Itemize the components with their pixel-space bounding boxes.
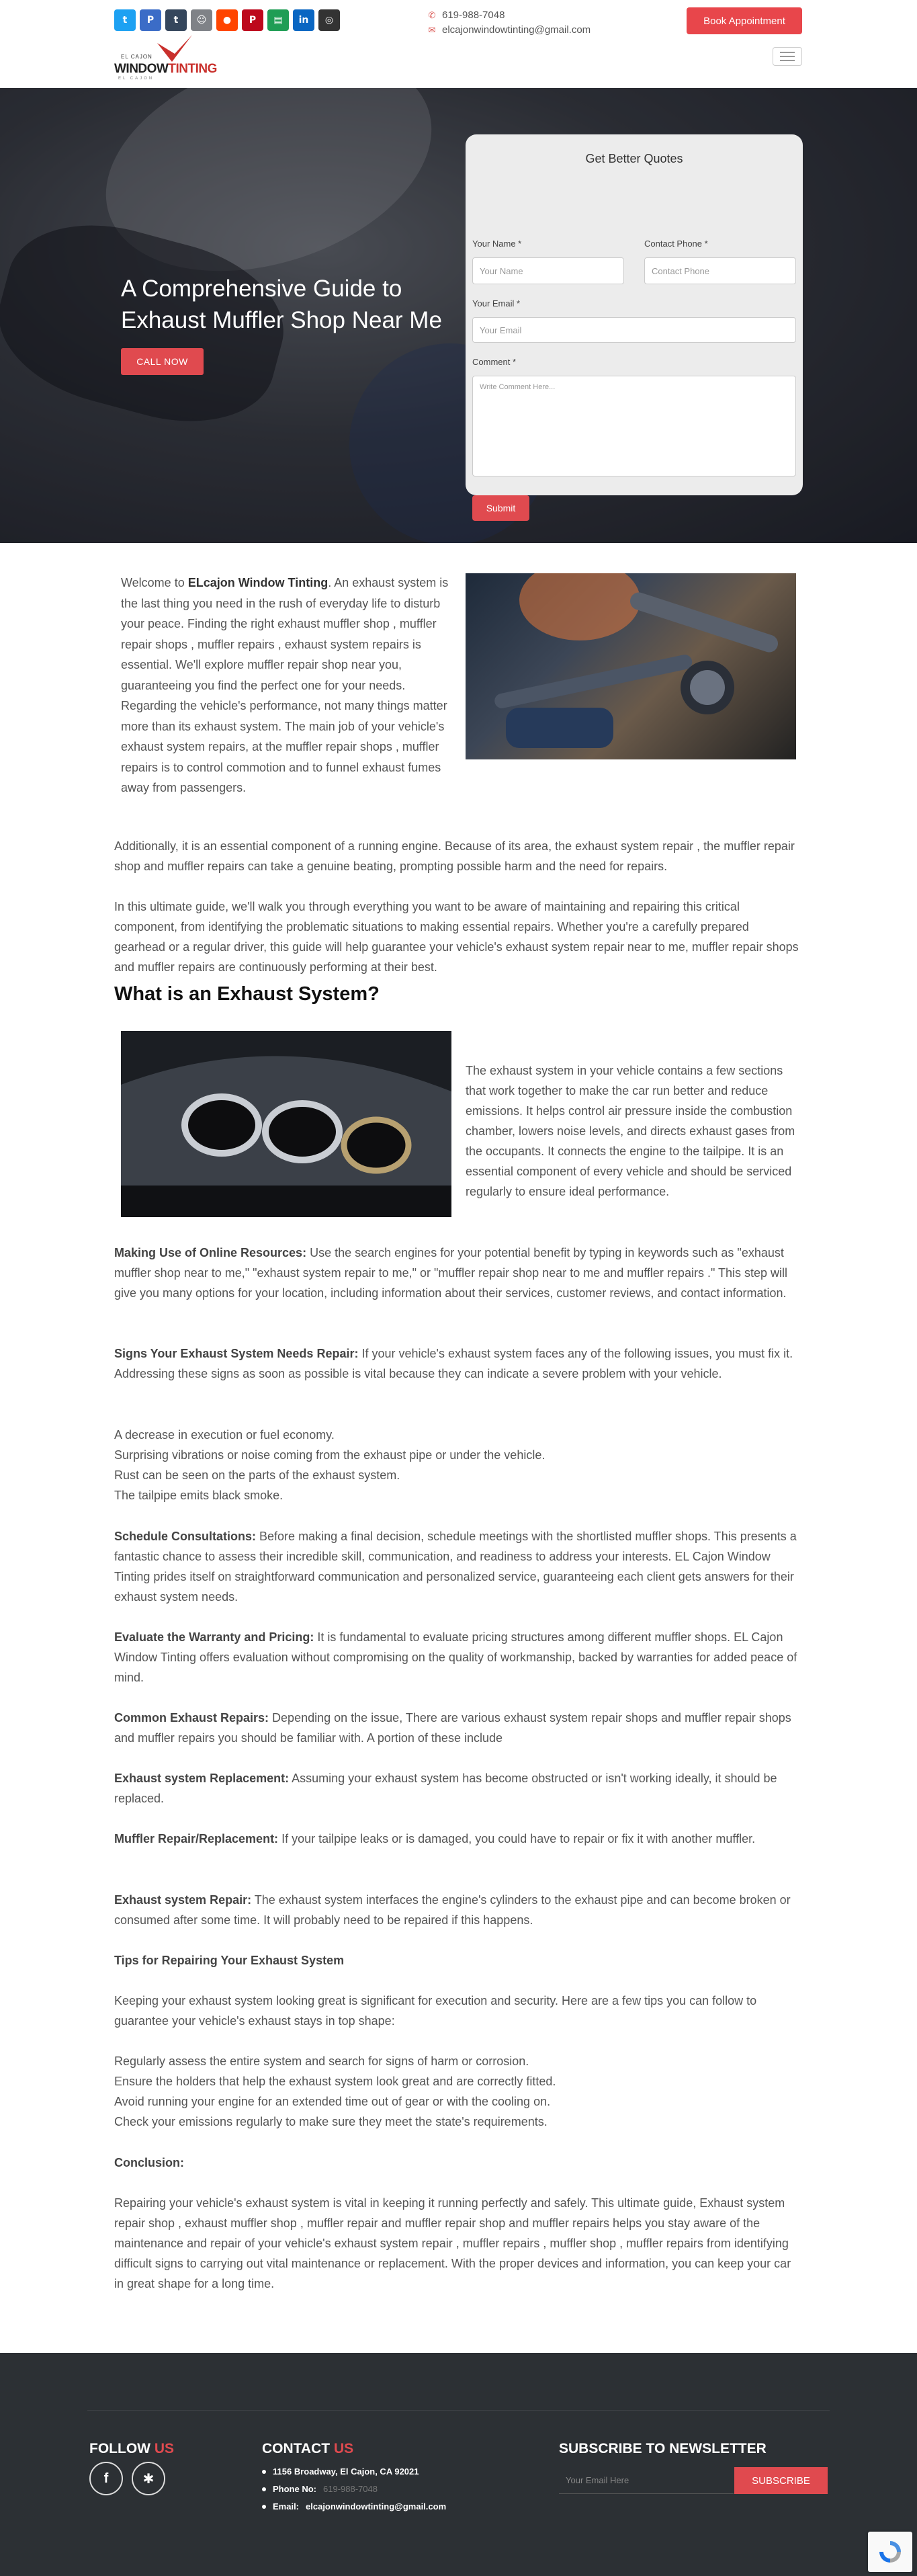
facebook-icon[interactable]: f: [89, 2462, 123, 2495]
pinterest-icon[interactable]: P: [140, 9, 161, 31]
exhaust-description: The exhaust system in your vehicle contains a few sections that work together to make the car run better and reduce emissions. It helps control air pressure inside the combustion chamber, lowers noise levels, and directs exhaust gases from the occupants. It connects the engine to the tailpipe. It is an essential component of every vehicle and should be serviced regularly to ensure ideal performance.: [466, 1064, 795, 1198]
hero-section: [0, 88, 917, 543]
site-footer: [0, 2353, 917, 2576]
hero-title: A Comprehensive Guide to Exhaust Muffler Shop Near Me: [121, 276, 442, 333]
tips-list: [114, 2051, 803, 2132]
list-item: Avoid running your engine for an extended time out of gear or with the cooling on.: [114, 2095, 551, 2108]
book-appointment-button[interactable]: Book Appointment: [687, 7, 802, 34]
list-item: Email: elcajonwindowtinting@gmail.com: [262, 2498, 446, 2516]
newsletter-email-input[interactable]: Your Email Here: [559, 2467, 734, 2494]
tips-heading: Tips for Repairing Your Exhaust System: [114, 1954, 345, 1967]
replacement-paragraph: Exhaust system Replacement: Assuming your exhaust system has become obstructed or isn't working ideally, it should be replaced.: [114, 1772, 777, 1805]
header-phone-link[interactable]: 619-988-7048: [442, 9, 505, 21]
tips-intro: Keeping your exhaust system looking great is significant for execution and security. Here are a few tips you can follow to guarantee your vehicle's exhaust stays in top shape:: [114, 1994, 757, 2028]
schedule-paragraph: Schedule Consultations: Before making a final decision, schedule meetings with the shortlisted muffler shops. This presents a fantastic chance to assess their incredible skill, communication, and readiness to address your interests. EL Cajon Window Tinting prides itself on straightforward communication and personalized service, guaranteeing each client gets answers for their exhaust system needs.: [114, 1530, 797, 1604]
list-item: The tailpipe emits black smoke.: [114, 1489, 283, 1502]
list-item: A decrease in execution or fuel economy.: [114, 1428, 335, 1442]
follow-us-heading: FOLLOW US: [89, 2441, 174, 2456]
muffler-paragraph: Muffler Repair/Replacement: If your tailpipe leaks or is damaged, you could have to repair or fix it with another muffler.: [114, 1832, 756, 1845]
submit-button[interactable]: Submit: [472, 495, 529, 521]
header-contact: [427, 8, 591, 38]
tumblr-icon[interactable]: t: [165, 9, 187, 31]
google-business-icon[interactable]: ▤: [267, 9, 289, 31]
footer-phone-link[interactable]: 619-988-7048: [323, 2484, 378, 2494]
email-icon: ✉: [428, 25, 436, 35]
list-item: Rust can be seen on the parts of the exhaust system.: [114, 1468, 400, 1482]
footer-contact-list: [262, 2463, 446, 2516]
signs-list: [114, 1425, 803, 1505]
comment-label: Comment *: [472, 357, 517, 367]
recaptcha-badge[interactable]: [868, 2532, 912, 2572]
logo-main-text: WINDOWTINTING: [114, 62, 217, 76]
list-item: Regularly assess the entire system and search for signs of harm or corrosion.: [114, 2054, 529, 2068]
conclusion-heading: Conclusion:: [114, 2156, 184, 2169]
warranty-paragraph: Evaluate the Warranty and Pricing: It is fundamental to evaluate pricing structures among different muffler shops. EL Cajon Window Tinting offers evaluation without compromising on the quality of workmanship, backed by warranties for added peace of mind.: [114, 1630, 797, 1684]
logo-top-text: EL CAJON: [121, 54, 152, 60]
guide-paragraph: In this ultimate guide, we'll walk you through everything you want to be aware of maintaining and repairing this critical component, from identifying the problematic situations to making essential repairs. Whether you're a carefully prepared gearhead or a regular driver, this guide will help guarantee your vehicle's exhaust system repair near to me, muffler repair shops and muffler repairs are continuously performing at their best.: [114, 900, 799, 974]
list-item: [262, 2463, 446, 2481]
phone-icon: ✆: [428, 10, 436, 20]
contact-us-heading: CONTACT US: [262, 2441, 354, 2456]
instagram-icon[interactable]: ◎: [318, 9, 340, 31]
intro-brand: ELcajon Window Tinting: [187, 576, 329, 589]
recaptcha-icon: [877, 2538, 904, 2565]
email-input[interactable]: Your Email: [472, 317, 796, 343]
name-input[interactable]: Your Name: [472, 257, 624, 284]
list-item: Ensure the holders that help the exhaust system look great and are correctly fitted.: [114, 2075, 556, 2088]
footer-email-link[interactable]: elcajonwindowtinting@gmail.com: [306, 2501, 447, 2511]
yelp-icon[interactable]: ✱: [132, 2462, 165, 2495]
footer-address: 1156 Broadway, El Cajon, CA 92021: [273, 2466, 419, 2477]
repair-paragraph: Exhaust system Repair: The exhaust system interfaces the engine's cylinders to the exhaust pipe and can become broken or consumed after some time. It will probably need to be repaired if this happens.: [114, 1893, 791, 1927]
phone-label: Contact Phone *: [644, 239, 708, 249]
additionally-paragraph: Additionally, it is an essential component of a running engine. Because of its area, the exhaust system repair , the muffler repair shop and muffler repairs can take a genuine beating, prompting possible harm and the need for repairs.: [114, 839, 795, 873]
site-logo[interactable]: [114, 34, 222, 81]
exhaust-system-heading: What is an Exhaust System?: [114, 983, 380, 1005]
header-email-link[interactable]: elcajonwindowtinting@gmail.com: [442, 24, 591, 36]
list-item: Surprising vibrations or noise coming from the exhaust pipe or under the vehicle.: [114, 1448, 545, 1462]
menu-toggle-button[interactable]: [773, 47, 802, 66]
subscribe-button[interactable]: SUBSCRIBE: [734, 2467, 828, 2494]
signs-paragraph: Signs Your Exhaust System Needs Repair: If your vehicle's exhaust system faces any of the following issues, you must fix it. Addressing these signs as soon as possible is vital because they can indicate a severe problem with your vehicle.: [114, 1347, 793, 1380]
quote-form: [466, 134, 803, 513]
social-links: [114, 9, 340, 31]
list-item: Check your emissions regularly to make sure they meet the state's requirements.: [114, 2115, 548, 2128]
linkedin-icon[interactable]: in: [293, 9, 314, 31]
conclusion-paragraph: Repairing your vehicle's exhaust system is vital in keeping it running perfectly and safely. This ultimate guide, Exhaust system repair shop , exhaust muffler shop , muffler repair and muffler repair shop and muffler repairs helps you stay aware of the maintenance and repair of your vehicle's exhaust system repair , muffler repairs , muffler shop , muffler repairs from identifying difficult signs to carrying out vital maintenance or replacement. With the proper devices and information, you can keep your car in great shape for a long time.: [114, 2196, 791, 2290]
logo-mark-icon: [155, 34, 195, 63]
site-header: [0, 0, 917, 88]
exhaust-pipes-image: [121, 1031, 451, 1217]
comment-textarea[interactable]: Write Comment Here...: [472, 376, 796, 476]
list-item: Phone No: 619-988-7048: [262, 2481, 446, 2498]
call-now-button[interactable]: CALL NOW: [121, 348, 204, 375]
online-resources-paragraph: Making Use of Online Resources: Use the search engines for your potential benefit by typing in keywords such as "exhaust muffler shop near to me," "exhaust system repair to me," or "muffler repair shop near to me and muffler repairs ." This step will give you many options for your location, including information about their services, customer reviews, and contact information.: [114, 1246, 788, 1300]
intro-paragraph: Welcome to ELcajon Window Tinting. An exhaust system is the last thing you need in the rush of everyday life to disturb your peace. Finding the right exhaust muffler shop , muffler repair shops , muffler repairs , exhaust system repairs is essential. We'll explore muffler repair shop near you, guaranteeing you find the perfect one for your needs. Regarding the vehicle's performance, not many things matter more than its exhaust system. The main job of your vehicle's exhaust system repairs, at the muffler repair shops , muffler repairs is to control commotion and to funnel exhaust fumes away from passengers.: [121, 576, 449, 794]
phone-input[interactable]: Contact Phone: [644, 257, 796, 284]
pinterest-red-icon[interactable]: P: [242, 9, 263, 31]
twitter-icon[interactable]: t: [114, 9, 136, 31]
mechanic-image: [466, 573, 796, 759]
quote-form-title: Get Better Quotes: [585, 152, 683, 165]
reddit-icon[interactable]: ●: [216, 9, 238, 31]
snapchat-icon[interactable]: ☺: [191, 9, 212, 31]
common-repairs-paragraph: Common Exhaust Repairs: Depending on the issue, There are various exhaust system repair shops and muffler repair shops and muffler repairs you should be familiar with. A portion of these include: [114, 1711, 791, 1745]
name-label: Your Name *: [472, 239, 522, 249]
logo-tagline: EL CAJON: [118, 77, 155, 81]
email-label: Your Email *: [472, 298, 521, 308]
newsletter-heading: SUBSCRIBE TO NEWSLETTER: [559, 2441, 767, 2456]
